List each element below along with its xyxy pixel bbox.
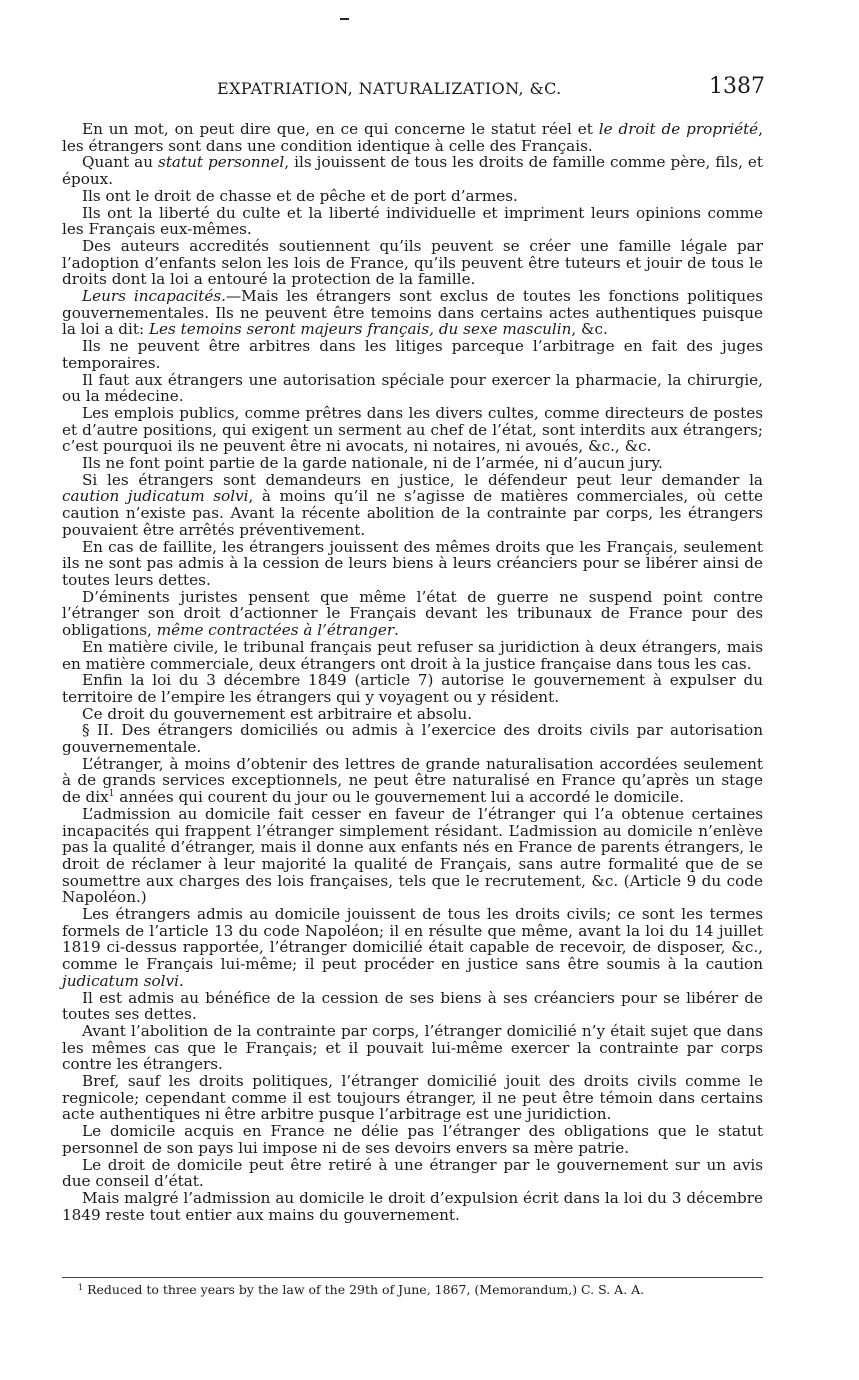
page-number: 1387 <box>709 74 765 99</box>
paragraph <box>62 405 763 455</box>
text-run: . <box>394 621 399 640</box>
text-run: Si les étrangers sont demandeurs en justice, le défendeur peut leur demander la <box>82 470 763 489</box>
text-run: Il faut aux étrangers une autorisation spéciale pour exercer la pharmacie, la chirurgie, ou la médecine. <box>62 370 763 406</box>
italic-text: Les temoins seront majeurs français, du sexe masculin <box>148 320 572 339</box>
text-run: En matière civile, le tribunal français peut refuser sa juridiction à deux étrangers, mais en matière commerciale, deux étrangers ont droit à la justice française dans tous les cas. <box>62 637 763 673</box>
text-run: , à moins qu’il ne s’agisse de matières commerciales, où cette caution n’existe pas. Avant la récente abolition de la contrainte par corps, les étrangers pouvaient être arrêtés préventivement. <box>62 487 763 539</box>
text-run: Le droit de domicile peut être retiré à une étranger par le gouvernement sur un avis due conseil d’état. <box>62 1155 763 1191</box>
body-text <box>62 121 763 1223</box>
text-run: Ils ont le droit de chasse et de pêche et de port d’armes. <box>82 186 518 205</box>
text-run: D’éminents juristes pensent que même l’état de guerre ne suspend point contre l’étranger son droit d’actionner le Français devant les tribunaux de France pour des obligations, <box>62 587 763 640</box>
text-run: . <box>178 971 184 990</box>
paragraph <box>62 1073 763 1123</box>
paragraph <box>62 1157 763 1190</box>
paragraph <box>62 990 763 1023</box>
paragraph <box>62 756 763 806</box>
paragraph <box>62 455 763 472</box>
paragraph <box>62 589 763 639</box>
paragraph <box>62 539 763 589</box>
text-run: , ils jouissent de tous les droits de famille comme père, fils, et époux. <box>62 153 763 189</box>
text-run: En un mot, on peut dire que, en ce qui concerne le statut réel et <box>82 120 599 138</box>
text-run: Quant au <box>82 153 159 172</box>
text-run: Bref, sauf les droits politiques, l’étranger domicilié jouit des droits civils comme le regnicole; cependant comme il est toujours étranger, il ne peut être témoin dans certains acte authentiques ni être arbitre pusque l’arbitrage est une juridiction. <box>62 1072 763 1124</box>
paragraph <box>62 288 763 338</box>
text-run: Il est admis au bénéfice de la cession de ses biens à ses créanciers pour se libérer de toutes ses dettes. <box>62 988 763 1024</box>
text-run: Ils ne peuvent être arbitres dans les litiges parceque l’arbitrage en fait des juges temporaires. <box>62 337 763 372</box>
italic-text: caution judicatum solvi <box>62 487 249 506</box>
text-run: L’admission au domicile fait cesser en faveur de l’étranger qui l’a obtenue certaines incapacités qui frappent l’étranger simplement résidant. L’admission au domicile n’enlève pas la qualité d’étranger, mais il donne aux enfants nés en France de parents étrangers, le droit de réclamer à leur majorité la qualité de Français, sans autre formalité que de se soumettre aux charges des lois françaises, tels que le recrutement, &c. (Article 9 du code Napoléon.) <box>62 804 763 907</box>
paragraph <box>62 722 763 755</box>
footnote-ref: 1 <box>108 789 115 800</box>
text-run: Les étrangers admis au domicile jouissent de tous les droits civils; ce sont les termes formels de l’article 13 du code Napoléon; il en résulte que même, avant la loi du 14 juillet 1819 ci-dessus rapportée, l’étranger domicilié était capable de recevoir, de disposer, &c., comme le Français lui-même; il peut procéder en justice sans être soumis à la caution <box>62 905 763 974</box>
italic-text: le droit de propriété <box>598 120 759 138</box>
text-run: L’étranger, à moins d’obtenir des lettres de grande naturalisation accordées seulement à de grands services exceptionnels, ne peut être naturalisé en France qu’après un stage de dix <box>62 754 763 807</box>
italic-text: statut personnel <box>158 153 285 172</box>
italic-text: Leurs incapacités. <box>82 287 226 306</box>
text-run: Enfin la loi du 3 décembre 1849 (article 7) autorise le gouvernement à expulser du territoire de l’empire les étrangers qui y voyagent ou y résident. <box>62 671 763 706</box>
paragraph <box>62 188 763 205</box>
paragraph <box>62 672 763 705</box>
paragraph <box>62 639 763 672</box>
footnote-text: Reduced to three years by the law of the 29th of June, 1867, (Memorandum,) C. S. A. A. <box>87 1282 645 1297</box>
paragraph <box>62 806 763 906</box>
italic-text: même contractées à l’étranger <box>156 621 395 640</box>
text-run: années qui courent du jour ou le gouvernement lui a accordé le domicile. <box>114 788 684 807</box>
paragraph <box>62 706 763 723</box>
running-title: EXPATRIATION, NATURALIZATION, &C. <box>217 79 562 98</box>
text-run: Des auteurs accredités soutiennent qu’ils peuvent se créer une famille légale par l’adoption d’enfants selon les lois de France, qu’ils peuvent être tuteurs et jouir de tous le droits dont la loi a entouré la protection de la famille. <box>62 236 763 289</box>
paragraph <box>62 205 763 238</box>
text-run: En cas de faillite, les étrangers jouissent des mêmes droits que les Français, seulement ils ne sont pas admis à la cession de leurs biens à leurs créanciers pour se libérer ainsi de toutes leurs dettes. <box>62 537 763 589</box>
text-run: § II. Des étrangers domiciliés ou admis à l’exercice des droits civils par autorisation gouvernementale. <box>62 721 763 757</box>
text-run: Ils ne font point partie de la garde nationale, ni de l’armée, ni d’aucun jury. <box>82 454 663 473</box>
paragraph <box>62 154 763 187</box>
paragraph <box>62 238 763 288</box>
top-dash-mark <box>340 18 349 20</box>
text-run: , &c. <box>571 320 608 339</box>
footnote <box>78 1282 768 1297</box>
text-run: Mais malgré l’admission au domicile le droit d’expulsion écrit dans la loi du 3 décembre 1849 reste tout entier aux mains du gouvernement. <box>62 1189 763 1224</box>
text-run: —Mais les étrangers sont exclus de toutes les fonctions politiques gouvernementales. Ils ne peuvent être temoins dans certains actes authentiques puisque la loi a dit: <box>62 287 763 339</box>
italic-text: judicatum solvi <box>62 971 179 990</box>
text-run: Ils ont la liberté du culte et la liberté individuelle et impriment leurs opinions comme les Français eux-mêmes. <box>62 203 763 239</box>
text-run: Le domicile acquis en France ne délie pas l’étranger des obligations que le statut personnel de son pays lui impose ni de ses devoirs envers sa mère patrie. <box>62 1122 763 1157</box>
page-header <box>62 76 765 102</box>
paragraph <box>62 472 763 539</box>
paragraph <box>62 338 763 371</box>
paragraph <box>62 1023 763 1073</box>
text-run: , les étrangers sont dans une condition identique à celle des Français. <box>62 120 763 155</box>
footnote-marker: 1 <box>78 1283 84 1292</box>
footnote-rule <box>62 1277 763 1278</box>
paragraph <box>62 906 763 990</box>
paragraph <box>62 1190 763 1223</box>
paragraph <box>62 372 763 405</box>
paragraph <box>62 121 763 154</box>
text-run: Ce droit du gouvernement est arbitraire et absolu. <box>82 704 473 723</box>
text-run: Les emplois publics, comme prêtres dans les divers cultes, comme directeurs de postes et d’autre positions, qui exigent un serment au chef de l’état, sont interdits aux étrangers; c’est pourquoi ils ne peuvent être ni avocats, ni notaires, ni avoués, &c., &c. <box>62 403 763 456</box>
text-run: Avant l’abolition de la contrainte par corps, l’étranger domicilié n’y était sujet que dans les mêmes cas que le Français; et il pouvait lui-même exercer la contrainte par corps contre les étrangers. <box>62 1021 763 1074</box>
paragraph <box>62 1123 763 1156</box>
